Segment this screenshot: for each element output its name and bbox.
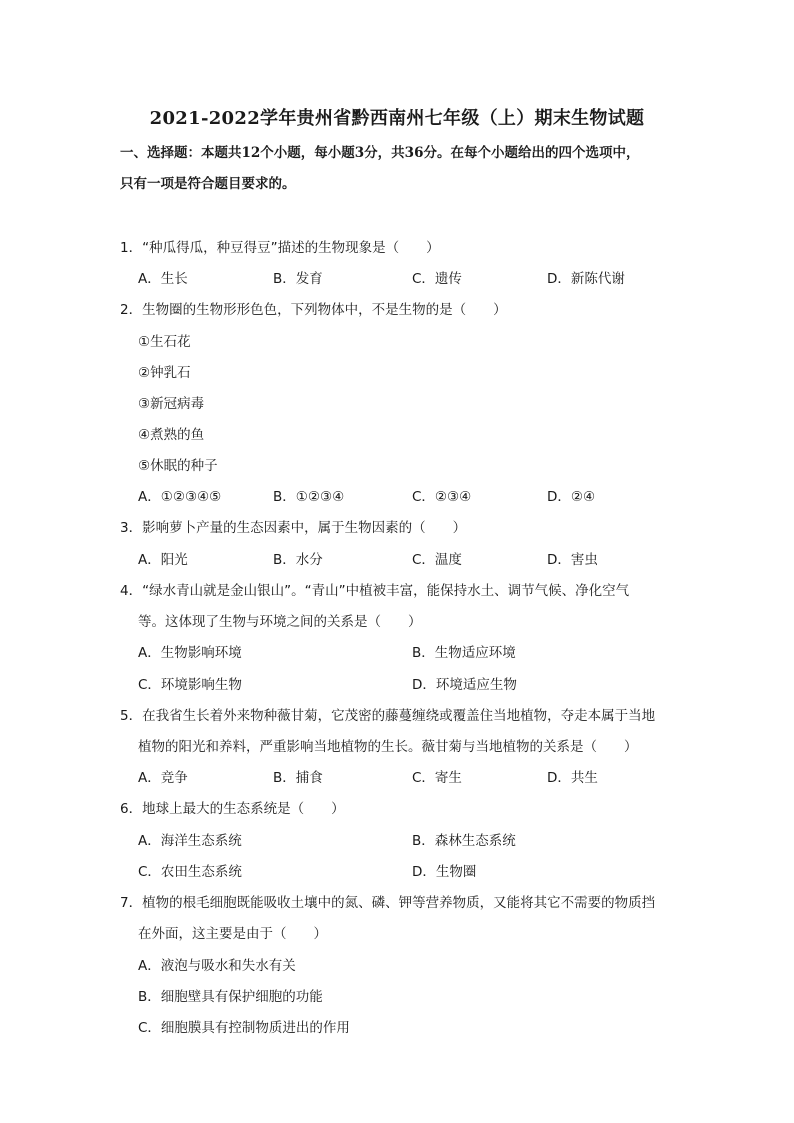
question-4-option-d: D．环境适应生物 <box>412 677 517 693</box>
question-1-option-c: C．遗传 <box>412 271 462 287</box>
question-5-option-b: B．捕食 <box>273 770 323 786</box>
question-3-option-d: D．害虫 <box>547 552 598 568</box>
question-4-option-a: A．生物影响环境 <box>138 645 242 661</box>
question-7-option-c: C．细胞膜具有控制物质进出的作用 <box>138 1020 350 1036</box>
question-1-option-b: B．发育 <box>273 271 323 287</box>
question-6-option-a: A．海洋生态系统 <box>138 833 242 849</box>
question-1-option-d: D．新陈代谢 <box>547 271 625 287</box>
question-2-item-4: ④煮熟的鱼 <box>138 427 205 443</box>
question-6-option-d: D．生物圈 <box>412 864 477 880</box>
question-2-option-b: B．①②③④ <box>273 489 345 505</box>
question-5-option-c: C．寄生 <box>412 770 462 786</box>
question-5-stem-line-1: 5．在我省生长着外来物种薇甘菊，它茂密的藤蔓缠绕或覆盖住当地植物，夺走本属于当地 <box>120 708 656 724</box>
question-1-option-a: A．生长 <box>138 271 188 287</box>
question-2-option-c: C．②③④ <box>412 489 472 505</box>
question-3-option-a: A．阳光 <box>138 552 188 568</box>
question-3-stem: 3．影响萝卜产量的生态因素中，属于生物因素的（ ） <box>120 520 467 536</box>
question-2-option-a: A．①②③④⑤ <box>138 489 222 505</box>
question-3-option-c: C．温度 <box>412 552 462 568</box>
question-4-stem-line-1: 4．“绿水青山就是金山银山”。“青山”中植被丰富，能保持水土、调节气候、净化空气 <box>120 583 630 599</box>
question-7-option-b: B．细胞壁具有保护细胞的功能 <box>138 989 323 1005</box>
question-3-option-b: B．水分 <box>273 552 323 568</box>
exam-title: 2021-2022学年贵州省黔西南州七年级（上）期末生物试题 <box>149 108 645 129</box>
question-2-item-3: ③新冠病毒 <box>138 396 205 412</box>
question-5-option-d: D．共生 <box>547 770 598 786</box>
question-4-option-c: C．环境影响生物 <box>138 677 242 693</box>
section-heading-line-2: 只有一项是符合题目要求的。 <box>120 176 296 192</box>
question-2-item-5: ⑤休眠的种子 <box>138 458 218 474</box>
section-heading-line-1: 一、选择题：本题共12个小题，每小题3分，共36分。在每个小题给出的四个选项中， <box>120 145 640 161</box>
question-5-stem-line-2: 植物的阳光和养料，严重影响当地植物的生长。薇甘菊与当地植物的关系是（ ） <box>138 739 638 755</box>
question-2-item-2: ②钟乳石 <box>138 365 191 381</box>
question-6-option-c: C．农田生态系统 <box>138 864 242 880</box>
question-2-item-1: ①生石花 <box>138 334 191 350</box>
question-2-option-d: D．②④ <box>547 489 596 505</box>
question-7-stem-line-2: 在外面，这主要是由于（ ） <box>138 926 327 942</box>
question-7-option-a: A．液泡与吸水和失水有关 <box>138 958 296 974</box>
question-4-stem-line-2: 等。这体现了生物与环境之间的关系是（ ） <box>138 614 422 630</box>
question-1-stem: 1．“种瓜得瓜，种豆得豆”描述的生物现象是（ ） <box>120 240 440 256</box>
question-7-stem-line-1: 7．植物的根毛细胞既能吸收土壤中的氮、磷、钾等营养物质，又能将其它不需要的物质挡 <box>120 895 656 911</box>
question-4-option-b: B．生物适应环境 <box>412 645 516 661</box>
question-6-stem: 6．地球上最大的生态系统是（ ） <box>120 801 345 817</box>
question-6-option-b: B．森林生态系统 <box>412 833 516 849</box>
section-heading <box>120 138 680 200</box>
question-5-option-a: A．竞争 <box>138 770 188 786</box>
question-2-stem: 2．生物圈的生物形形色色，下列物体中，不是生物的是（ ） <box>120 302 507 318</box>
